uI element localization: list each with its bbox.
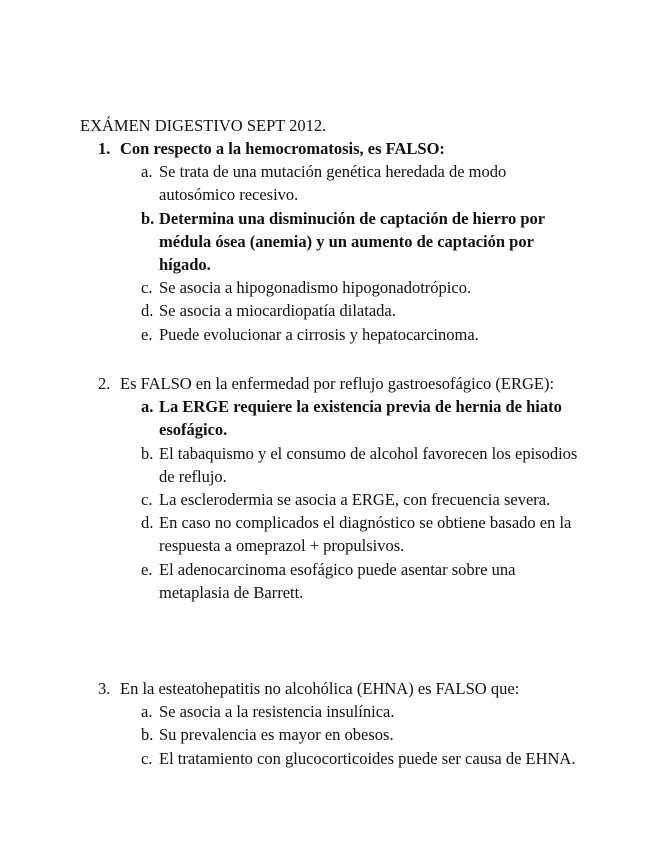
- option-text: El tabaquismo y el consumo de alcohol favorecen los episodios de reflujo.: [159, 443, 578, 486]
- option-letter: a.: [141, 162, 153, 182]
- option-a: [0, 160, 584, 206]
- question-stem: [0, 677, 580, 700]
- option-letter: d.: [141, 513, 154, 533]
- option-text: Se asocia a miocardiopatía dilatada.: [159, 301, 396, 321]
- option-e: [0, 323, 584, 346]
- option-a: [0, 395, 584, 441]
- option-text: En caso no complicados el diagnóstico se obtiene basado en la respuesta a omeprazol + propulsivos.: [159, 513, 572, 556]
- option-d: [0, 511, 584, 557]
- option-a: [0, 700, 584, 723]
- question-number: 3.: [98, 679, 111, 698]
- question-stem: [0, 137, 580, 160]
- option-letter: c.: [141, 748, 153, 768]
- option-b: [0, 723, 584, 746]
- option-letter: e.: [141, 559, 153, 579]
- question-1: [0, 137, 664, 346]
- question-2: [0, 372, 664, 604]
- question-number: 2.: [98, 374, 111, 393]
- option-text: Se asocia a la resistencia insulínica.: [159, 702, 395, 722]
- option-letter: e.: [141, 324, 153, 344]
- option-letter: a.: [141, 702, 153, 722]
- option-text: Se asocia a hipogonadismo hipogonadotrópico.: [159, 278, 472, 298]
- option-list: [0, 700, 664, 770]
- option-b: [0, 207, 584, 277]
- option-d: [0, 299, 584, 322]
- option-text: El tratamiento con glucocorticoides puede ser causa de EHNA.: [159, 748, 576, 768]
- option-c: [0, 276, 584, 299]
- option-letter: c.: [141, 278, 153, 298]
- option-b: [0, 442, 584, 488]
- option-letter: d.: [141, 301, 154, 321]
- option-e: [0, 558, 584, 604]
- option-c: [0, 747, 584, 770]
- option-text: Determina una disminución de captación de hierro por médula ósea (anemia) y un aumento de captación por hígado.: [159, 208, 545, 275]
- option-list: [0, 395, 664, 604]
- question-stem: [0, 372, 580, 395]
- option-letter: b.: [141, 725, 154, 745]
- document-title: EXÁMEN DIGESTIVO SEPT 2012.: [80, 116, 327, 135]
- question-text: En la esteatohepatitis no alcohólica (EHNA) es FALSO que:: [120, 679, 520, 698]
- question-text: Con respecto a la hemocromatosis, es FALSO:: [120, 139, 445, 158]
- option-text: La esclerodermia se asocia a ERGE, con frecuencia severa.: [159, 490, 551, 510]
- option-text: Puede evolucionar a cirrosis y hepatocarcinoma.: [159, 324, 479, 344]
- question-number: 1.: [98, 139, 111, 158]
- option-letter: a.: [141, 397, 154, 417]
- option-letter: c.: [141, 490, 153, 510]
- option-list: [0, 160, 664, 346]
- option-text: Su prevalencia es mayor en obesos.: [159, 725, 394, 745]
- question-3: [0, 677, 664, 770]
- option-text: Se trata de una mutación genética heredada de modo autosómico recesivo.: [159, 162, 507, 205]
- option-c: [0, 488, 584, 511]
- option-letter: b.: [141, 443, 154, 463]
- question-text: Es FALSO en la enfermedad por reflujo gastroesofágico (ERGE):: [120, 374, 555, 393]
- option-text: El adenocarcinoma esofágico puede asentar sobre una metaplasia de Barrett.: [159, 559, 516, 602]
- option-letter: b.: [141, 208, 155, 228]
- option-text: La ERGE requiere la existencia previa de hernia de hiato esofágico.: [159, 397, 562, 440]
